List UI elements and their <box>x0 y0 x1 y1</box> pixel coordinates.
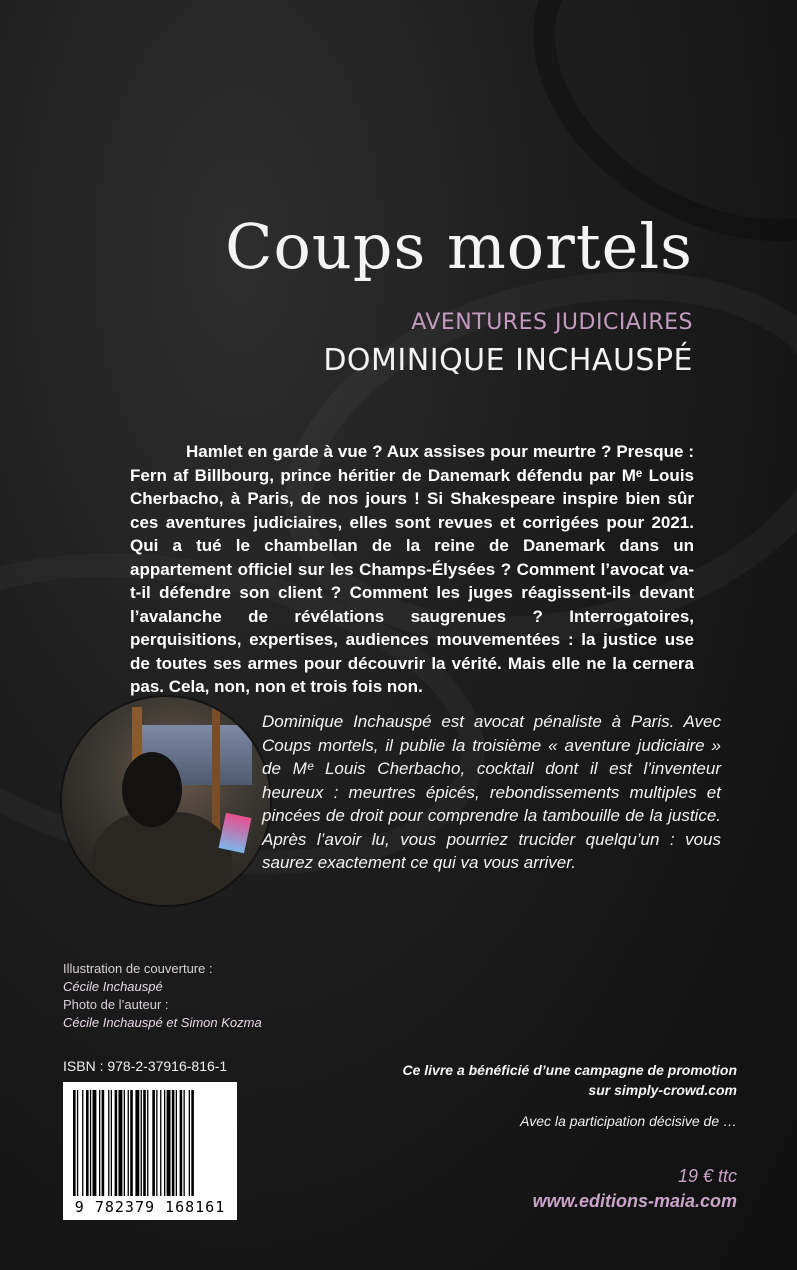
barcode-bar <box>160 1090 161 1196</box>
photo-person-body <box>92 812 232 905</box>
illustration-label: Illustration de couverture : <box>63 961 213 976</box>
book-subtitle: AVENTURES JUDICIAIRES <box>411 310 693 335</box>
barcode-bar <box>102 1090 105 1196</box>
barcode-bar <box>115 1090 118 1196</box>
isbn: ISBN : 978-2-37916-816-1 <box>63 1058 228 1074</box>
author-photo <box>62 697 270 905</box>
barcode-bar <box>86 1090 89 1196</box>
barcode-bar <box>184 1090 185 1196</box>
barcode-bar <box>143 1090 146 1196</box>
photo-credit: Cécile Inchauspé et Simon Kozma <box>63 1015 262 1030</box>
barcode-bar <box>124 1090 125 1196</box>
barcode-bar <box>130 1090 133 1196</box>
photo-label: Photo de l’auteur : <box>63 997 169 1012</box>
barcode-bar <box>119 1090 123 1196</box>
barcode-bar <box>189 1090 190 1196</box>
promo-line: Ce livre a bénéficié d’une campagne de promotion <box>402 1062 737 1078</box>
barcode <box>63 1082 237 1220</box>
barcode-bar <box>164 1090 165 1196</box>
barcode-bar <box>156 1090 157 1196</box>
book-title: Coups mortels <box>225 210 693 283</box>
barcode-bar <box>93 1090 97 1196</box>
author-name: DOMINIQUE INCHAUSPÉ <box>323 343 693 378</box>
barcode-bar <box>99 1090 100 1196</box>
promo-line: sur simply-crowd.com <box>588 1082 737 1098</box>
barcode-bar <box>176 1090 177 1196</box>
barcode-bar <box>191 1090 194 1196</box>
barcode-bar <box>167 1090 171 1196</box>
photo-book <box>219 813 252 854</box>
barcode-bar <box>90 1090 91 1196</box>
barcode-bar <box>135 1090 139 1196</box>
barcode-bar <box>172 1090 175 1196</box>
barcode-number: 9 782379 168161 <box>74 1198 226 1216</box>
barcode-bar <box>128 1090 129 1196</box>
barcode-bar <box>73 1090 76 1196</box>
photo-person-head <box>122 752 182 827</box>
publisher-website[interactable]: www.editions-maia.com <box>532 1191 737 1211</box>
book-summary: Hamlet en garde à vue ? Aux assises pour meurtre ? Presque : Fern af Billbourg, prince héritier de Danemark défendu par Mᵉ Louis Cherbacho, à Paris, de nos jours ! Si Shakespeare inspire bien sûr ces aventures judiciaires, elles sont revues et corrigées pour 2021. Qui a tué le chambellan de la reine de Danemark dans un appartement officiel sur les Champs-Élysées ? Comment l’avocat va-t-il défendre son client ? Comment les juges réagissent-ils devant l’avalanche de révélations saugrenues ? Interrogatoires, perquisitions, expertises, audiences mouvementées : la justice use de toutes ses armes pour découvrir la vérité. Mais elle ne la cernera pas. Cela, non, non et trois fois non. <box>130 442 694 696</box>
barcode-bar <box>147 1090 148 1196</box>
author-bio: Dominique Inchauspé est avocat pénaliste à Paris. Avec Coups mortels, il publie la troisième « aventure judiciaire » de Mᵉ Louis Cherbacho, cocktail dont il est l’inventeur heureux : meurtres épicés, rebondissements multiples et pincées de droit pour comprendre la tambouille de la justice. Après l’avoir lu, vous pourriez trucider quelqu’un : vous saurez exactement ce qui va vous arriver. <box>262 712 721 872</box>
participation-text: Avec la participation décisive de … <box>520 1113 737 1129</box>
barcode-bar <box>82 1090 83 1196</box>
credits <box>63 960 262 1032</box>
barcode-bar <box>152 1090 155 1196</box>
barcode-bar <box>141 1090 142 1196</box>
barcode-bar <box>77 1090 78 1196</box>
barcode-bar <box>108 1090 109 1196</box>
barcode-bar <box>111 1090 112 1196</box>
illustration-credit: Cécile Inchauspé <box>63 979 163 994</box>
price: 19 € ttc <box>677 1166 737 1186</box>
promo-text <box>402 1060 737 1100</box>
barcode-bar <box>180 1090 183 1196</box>
